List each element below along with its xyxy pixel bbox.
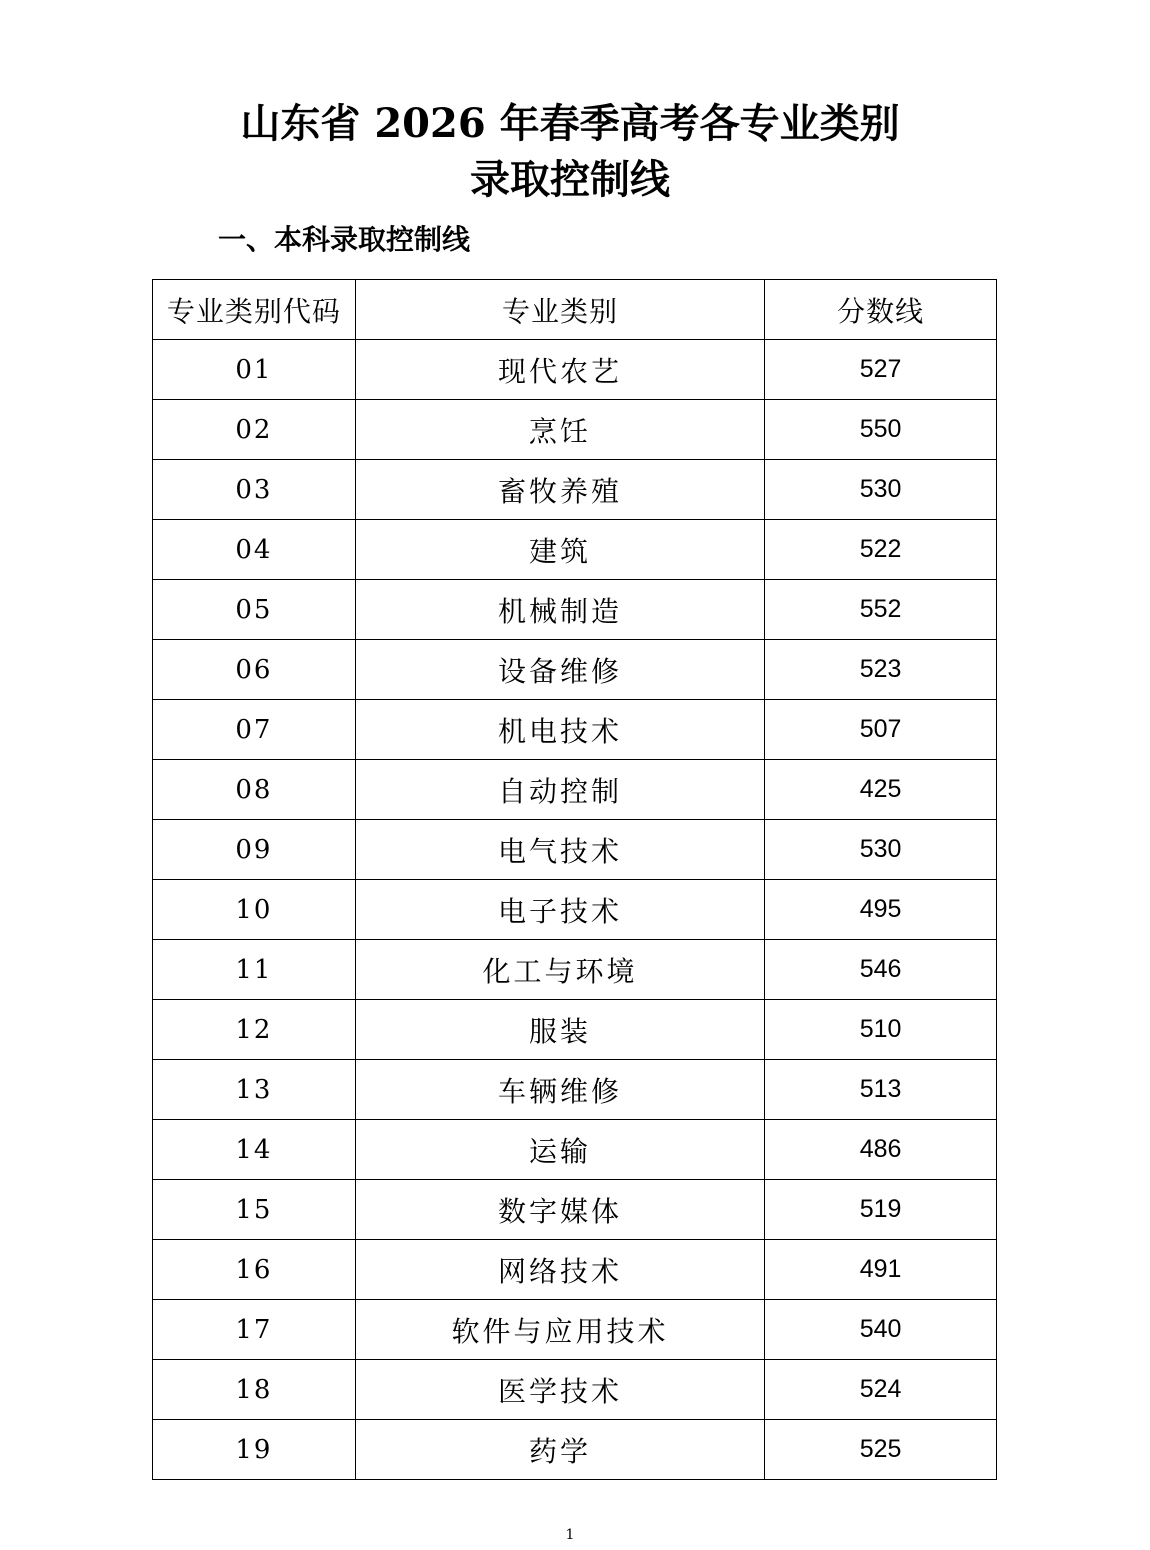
- category-code-cell: 15: [153, 1180, 356, 1240]
- table-row: [153, 1360, 997, 1420]
- table-row: [153, 1300, 997, 1360]
- table-row: [153, 1060, 997, 1120]
- category-code-cell: 06: [153, 640, 356, 700]
- category-code-cell: 02: [153, 400, 356, 460]
- category-code-cell: 11: [153, 940, 356, 1000]
- category-code-cell: 16: [153, 1240, 356, 1300]
- category-name-cell: 建筑: [355, 520, 764, 580]
- score-cell: 495: [765, 880, 997, 940]
- admission-score-table: [152, 279, 997, 1480]
- page-number: 1: [565, 1527, 575, 1543]
- table-row: [153, 400, 997, 460]
- table-row: [153, 1420, 997, 1480]
- category-name-cell: 数字媒体: [355, 1180, 764, 1240]
- category-code-cell: 09: [153, 820, 356, 880]
- table-row: [153, 340, 997, 400]
- category-code-cell: 01: [153, 340, 356, 400]
- category-name-cell: 烹饪: [355, 400, 764, 460]
- header-category-code: 专业类别代码: [153, 280, 356, 340]
- score-cell: 510: [765, 1000, 997, 1060]
- score-cell: 425: [765, 760, 997, 820]
- header-category-name: 专业类别: [355, 280, 764, 340]
- score-cell: 525: [765, 1420, 997, 1480]
- category-code-cell: 04: [153, 520, 356, 580]
- category-code-cell: 17: [153, 1300, 356, 1360]
- category-code-cell: 10: [153, 880, 356, 940]
- table-row: [153, 880, 997, 940]
- category-code-cell: 05: [153, 580, 356, 640]
- category-name-cell: 现代农艺: [355, 340, 764, 400]
- category-name-cell: 网络技术: [355, 1240, 764, 1300]
- table-row: [153, 1120, 997, 1180]
- category-name-cell: 软件与应用技术: [355, 1300, 764, 1360]
- category-name-cell: 电气技术: [355, 820, 764, 880]
- score-cell: 519: [765, 1180, 997, 1240]
- category-name-cell: 服装: [355, 1000, 764, 1060]
- score-cell: 530: [765, 460, 997, 520]
- score-cell: 491: [765, 1240, 997, 1300]
- score-cell: 552: [765, 580, 997, 640]
- document-title-line-1: 山东省 2026 年春季高考各专业类别: [240, 100, 900, 147]
- score-cell: 523: [765, 640, 997, 700]
- score-cell: 524: [765, 1360, 997, 1420]
- header-score-line: 分数线: [765, 280, 997, 340]
- category-code-cell: 13: [153, 1060, 356, 1120]
- section-heading-undergraduate: 一、本科录取控制线: [218, 223, 471, 256]
- score-cell: 486: [765, 1120, 997, 1180]
- category-code-cell: 07: [153, 700, 356, 760]
- table-body: [153, 340, 997, 1480]
- category-code-cell: 03: [153, 460, 356, 520]
- table-header-row: [153, 280, 997, 340]
- category-code-cell: 19: [153, 1420, 356, 1480]
- score-cell: 546: [765, 940, 997, 1000]
- category-name-cell: 药学: [355, 1420, 764, 1480]
- table-row: [153, 1240, 997, 1300]
- category-name-cell: 电子技术: [355, 880, 764, 940]
- category-name-cell: 医学技术: [355, 1360, 764, 1420]
- category-name-cell: 自动控制: [355, 760, 764, 820]
- score-cell: 550: [765, 400, 997, 460]
- category-code-cell: 14: [153, 1120, 356, 1180]
- score-cell: 540: [765, 1300, 997, 1360]
- table-row: [153, 760, 997, 820]
- table-row: [153, 580, 997, 640]
- category-name-cell: 化工与环境: [355, 940, 764, 1000]
- document-title-line-2: 录取控制线: [470, 156, 670, 203]
- table-row: [153, 1180, 997, 1240]
- table-row: [153, 700, 997, 760]
- category-name-cell: 运输: [355, 1120, 764, 1180]
- category-code-cell: 12: [153, 1000, 356, 1060]
- category-name-cell: 畜牧养殖: [355, 460, 764, 520]
- score-cell: 513: [765, 1060, 997, 1120]
- score-cell: 530: [765, 820, 997, 880]
- category-name-cell: 机电技术: [355, 700, 764, 760]
- category-name-cell: 设备维修: [355, 640, 764, 700]
- score-cell: 507: [765, 700, 997, 760]
- category-code-cell: 18: [153, 1360, 356, 1420]
- category-name-cell: 机械制造: [355, 580, 764, 640]
- table-row: [153, 460, 997, 520]
- category-name-cell: 车辆维修: [355, 1060, 764, 1120]
- score-cell: 522: [765, 520, 997, 580]
- table-row: [153, 520, 997, 580]
- score-cell: 527: [765, 340, 997, 400]
- table-row: [153, 640, 997, 700]
- table-row: [153, 820, 997, 880]
- category-code-cell: 08: [153, 760, 356, 820]
- table-row: [153, 940, 997, 1000]
- table-row: [153, 1000, 997, 1060]
